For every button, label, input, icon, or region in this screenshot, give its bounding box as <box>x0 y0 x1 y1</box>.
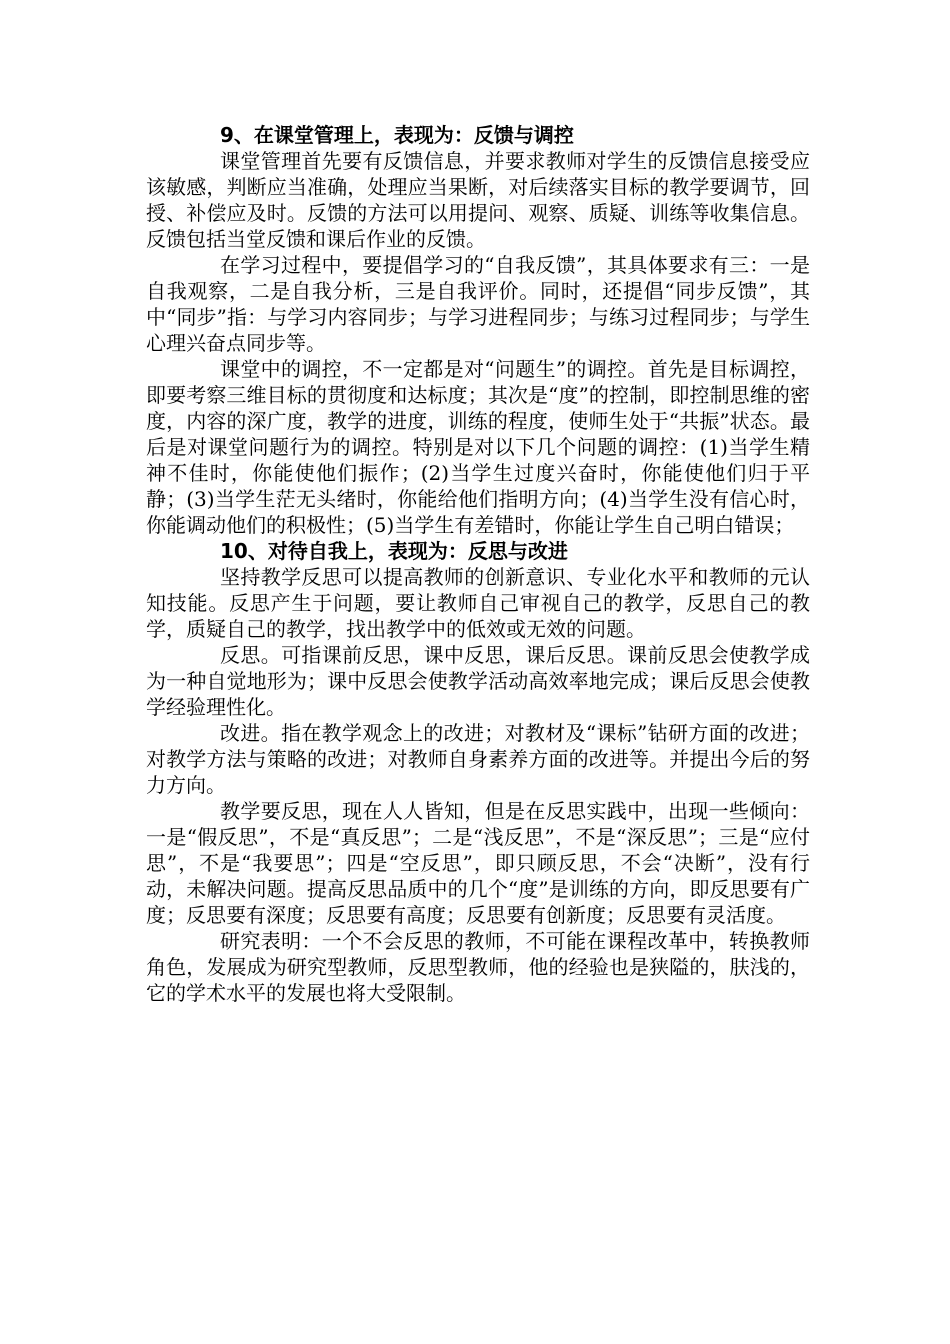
paragraph: 改进。指在教学观念上的改进；对教材及“课标”钻研方面的改进；对教学方法与策略的改进；对教师自身素养方面的改进等。并提出今后的努力方向。 <box>146 721 810 797</box>
paragraph: 反思。可指课前反思，课中反思，课后反思。课前反思会使教学成为一种自觉地形为；课中反思会使教学活动高效率地完成；课后反思会使教学经验理性化。 <box>146 643 810 719</box>
paragraph: 在学习过程中，要提倡学习的“自我反馈”，其具体要求有三：一是自我观察，二是自我分析，三是自我评价。同时，还提倡“同步反馈”，其中“同步”指：与学习内容同步；与学习进程同步；与练习过程同步；与学生心理兴奋点同步等。 <box>146 253 810 355</box>
paragraph: 课堂管理首先要有反馈信息，并要求教师对学生的反馈信息接受应该敏感，判断应当准确，处理应当果断，对后续落实目标的教学要调节，回授、补偿应及时。反馈的方法可以用提问、观察、质疑、训练等收集信息。反馈包括当堂反馈和课后作业的反馈。 <box>146 149 810 251</box>
paragraph: 坚持教学反思可以提高教师的创新意识、专业化水平和教师的元认知技能。反思产生于问题，要让教师自己审视自己的教学，反思自己的教学，质疑自己的教学，找出教学中的低效或无效的问题。 <box>146 565 810 641</box>
section-heading-reflection-improvement: 10、对待自我上，表现为：反思与改进 <box>220 539 568 563</box>
paragraph: 教学要反思，现在人人皆知，但是在反思实践中，出现一些倾向：一是“假反思”，不是“真反思”；二是“浅反思”，不是“深反思”；三是“应付思”，不是“我要思”；四是“空反思”，即只顾反思，不会“决断”，没有行动，未解决问题。提高反思品质中的几个“度”是训练的方向，即反思要有广度；反思要有深度；反思要有高度；反思要有创新度；反思要有灵活度。 <box>146 799 810 927</box>
document-body <box>146 122 810 1006</box>
paragraph: 课堂中的调控，不一定都是对“问题生”的调控。首先是目标调控，即要考察三维目标的贯彻度和达标度；其次是“度”的控制，即控制思维的密度，内容的深广度，教学的进度，训练的程度，使师生处于“共振”状态。最后是对课堂问题行为的调控。特别是对以下几个问题的调控：(1)当学生精神不佳时，你能使他们振作；(2)当学生过度兴奋时，你能使他们归于平静；(3)当学生茫无头绪时，你能给他们指明方向；(4)当学生没有信心时，你能调动他们的积极性；(5)当学生有差错时，你能让学生自己明白错误； <box>146 357 810 537</box>
paragraph: 研究表明：一个不会反思的教师，不可能在课程改革中，转换教师角色，发展成为研究型教师，反思型教师，他的经验也是狭隘的，肤浅的，它的学术水平的发展也将大受限制。 <box>146 929 810 1005</box>
section-heading-feedback-control: 9、在课堂管理上，表现为：反馈与调控 <box>220 123 574 147</box>
